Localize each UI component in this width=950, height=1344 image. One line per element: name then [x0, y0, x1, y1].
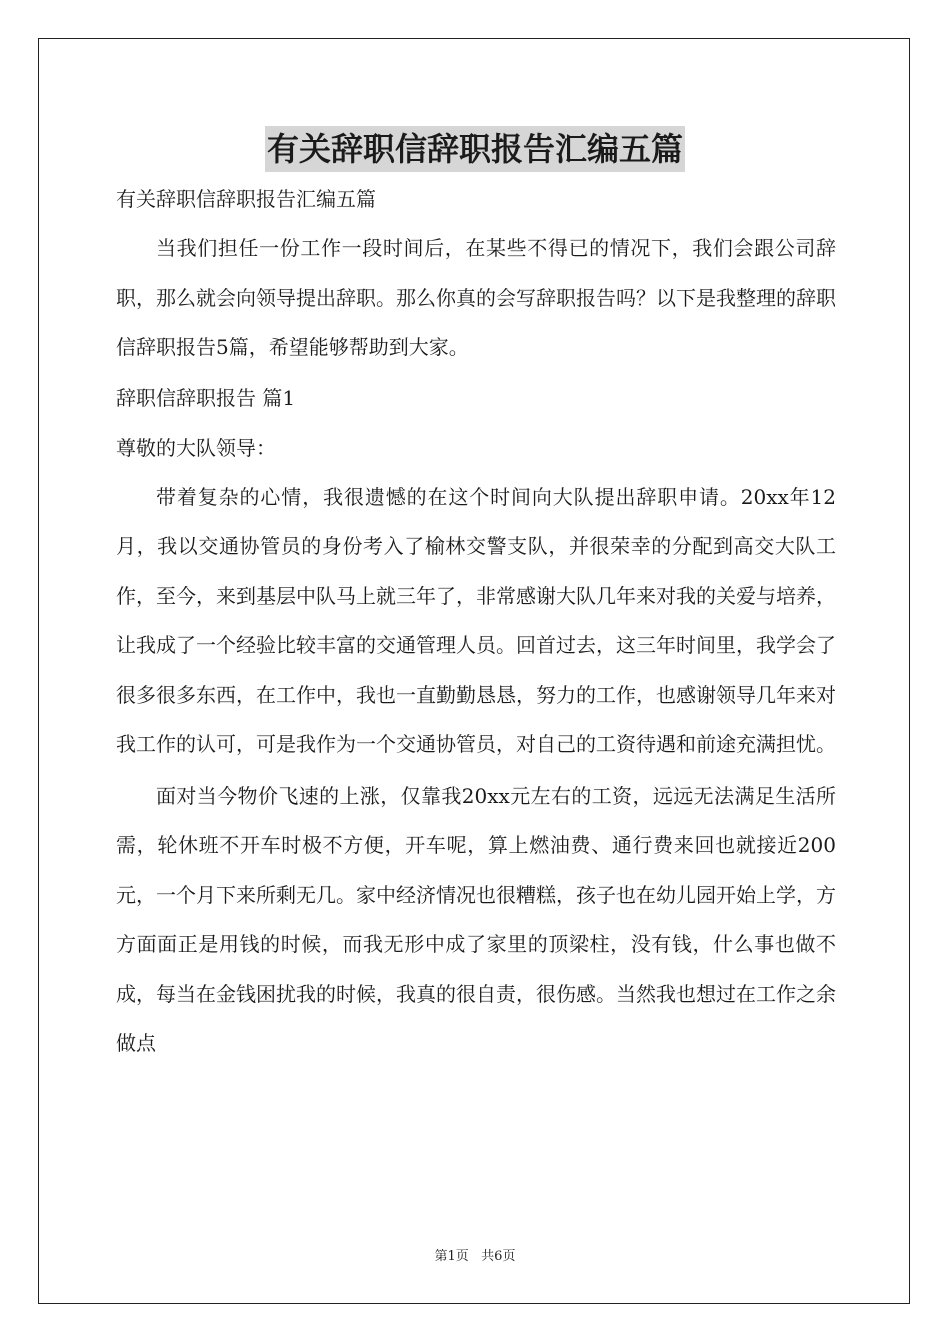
document-subtitle: 有关辞职信辞职报告汇编五篇	[116, 187, 376, 211]
title-container	[0, 126, 950, 172]
document-body	[116, 174, 836, 1069]
body-paragraph-2: 面对当今物价飞速的上涨，仅靠我20xx元左右的工资，远远无法满足生活所需，轮休班不开车时极不方便，开车呢，算上燃油费、通行费来回也就接近200元，一个月下来所剩无几。家中经济情况也很糟糕，孩子也在幼儿园开始上学，方方面面正是用钱的时候，而我无形中成了家里的顶梁柱，没有钱，什么事也做不成，每当在金钱困扰我的时候，我真的很自责，很伤感。当然我也想过在工作之余做点	[116, 783, 836, 1055]
salutation: 尊敬的大队领导：	[116, 435, 276, 460]
section-heading: 辞职信辞职报告 篇1	[116, 385, 296, 410]
body-paragraph-1: 带着复杂的心情，我很遗憾的在这个时间向大队提出辞职申请。20xx年12月，我以交通协管员的身份考入了榆林交警支队，并很荣幸的分配到高交大队工作，至今，来到基层中队马上就三年了，非常感谢大队几年来对我的关爱与培养，让我成了一个经验比较丰富的交通管理人员。回首过去，这三年时间里，我学会了很多很多东西，在工作中，我也一直勤勤恳恳，努力的工作，也感谢领导几年来对我工作的认可，可是我作为一个交通协管员，对自己的工资待遇和前途充满担忧。	[116, 484, 836, 756]
page-number-footer: 第1页 共6页	[434, 1249, 516, 1264]
document-title: 有关辞职信辞职报告汇编五篇	[265, 126, 685, 172]
intro-paragraph: 当我们担任一份工作一段时间后，在某些不得已的情况下，我们会跟公司辞职，那么就会向领导提出辞职。那么你真的会写辞职报告吗？以下是我整理的辞职信辞职报告5篇，希望能够帮助到大家。	[116, 236, 836, 359]
